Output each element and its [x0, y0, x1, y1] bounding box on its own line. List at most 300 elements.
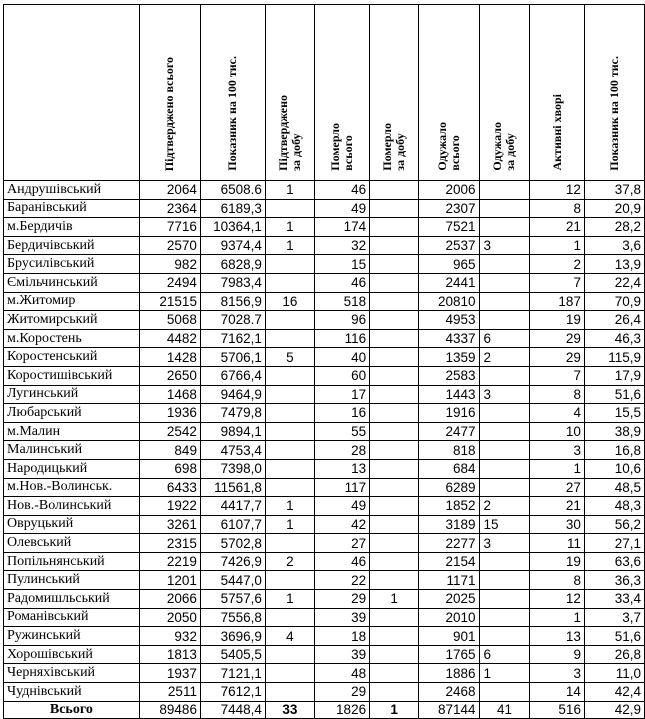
deaths-total: 22: [314, 571, 369, 590]
confirmed-total: 982: [139, 255, 200, 274]
confirmed-daily: [265, 664, 314, 683]
table-row: [4, 366, 645, 385]
confirmed-total: 3261: [139, 515, 200, 534]
confirmed-total: 932: [139, 627, 200, 646]
deaths-total: 17: [314, 385, 369, 404]
rate-per-100k: 4753,4: [200, 441, 265, 460]
confirmed-daily: [265, 534, 314, 553]
recovered-daily: 3: [479, 534, 530, 553]
recovered-daily: [479, 441, 530, 460]
deaths-total: 29: [314, 590, 369, 609]
confirmed-daily: 1: [265, 590, 314, 609]
active-cases: 21: [530, 497, 585, 516]
deaths-daily: 1: [370, 590, 419, 609]
recovered-daily: 2: [479, 497, 530, 516]
recovered-total: 1359: [419, 348, 479, 367]
district-name: Радомишльський: [4, 590, 140, 609]
recovered-total: 2010: [419, 608, 479, 627]
table-row: [4, 478, 645, 497]
header-active-rate-per-100k: Показник на 100 тис.: [584, 5, 644, 181]
district-name: Ружинський: [4, 627, 140, 646]
confirmed-total: 21515: [139, 292, 200, 311]
deaths-total: 116: [314, 329, 369, 348]
confirmed-total: 2650: [139, 366, 200, 385]
total-active-rate: 42,9: [584, 701, 644, 718]
active-rate: 51,6: [584, 385, 644, 404]
rate-per-100k: 7426,9: [200, 552, 265, 571]
rate-per-100k: 6189,3: [200, 199, 265, 218]
deaths-daily: [370, 441, 419, 460]
total-recovered-total: 87144: [419, 701, 479, 718]
deaths-daily: [370, 552, 419, 571]
deaths-daily: [370, 645, 419, 664]
rate-per-100k: 11561,8: [200, 478, 265, 497]
deaths-total: 55: [314, 422, 369, 441]
recovered-daily: [479, 311, 530, 330]
district-name: Малинський: [4, 441, 140, 460]
recovered-daily: 3: [479, 385, 530, 404]
deaths-daily: [370, 311, 419, 330]
active-cases: 29: [530, 329, 585, 348]
active-cases: 8: [530, 571, 585, 590]
deaths-daily: [370, 459, 419, 478]
active-cases: 8: [530, 199, 585, 218]
recovered-total: 4953: [419, 311, 479, 330]
total-recovered-daily: 41: [479, 701, 530, 718]
confirmed-total: 2219: [139, 552, 200, 571]
recovered-daily: [479, 608, 530, 627]
rate-per-100k: 9894,1: [200, 422, 265, 441]
active-rate: 26,8: [584, 645, 644, 664]
deaths-total: 46: [314, 273, 369, 292]
confirmed-total: 1937: [139, 664, 200, 683]
active-rate: 46,3: [584, 329, 644, 348]
deaths-total: 96: [314, 311, 369, 330]
table-row: [4, 199, 645, 218]
confirmed-daily: [265, 422, 314, 441]
table-row: [4, 441, 645, 460]
recovered-total: 1852: [419, 497, 479, 516]
deaths-total: 46: [314, 552, 369, 571]
recovered-daily: [479, 199, 530, 218]
table-row: [4, 571, 645, 590]
active-cases: 11: [530, 534, 585, 553]
active-rate: 51,6: [584, 627, 644, 646]
active-cases: 2: [530, 255, 585, 274]
confirmed-daily: 16: [265, 292, 314, 311]
recovered-daily: 6: [479, 645, 530, 664]
active-rate: 3,7: [584, 608, 644, 627]
confirmed-total: 1936: [139, 404, 200, 423]
recovered-total: 2477: [419, 422, 479, 441]
deaths-total: 60: [314, 366, 369, 385]
deaths-daily: [370, 366, 419, 385]
active-cases: 19: [530, 552, 585, 571]
active-rate: 26,4: [584, 311, 644, 330]
deaths-total: 49: [314, 199, 369, 218]
deaths-daily: [370, 404, 419, 423]
active-rate: 33,4: [584, 590, 644, 609]
active-rate: 16,8: [584, 441, 644, 460]
district-name: м.Коростень: [4, 329, 140, 348]
total-active-cases: 516: [530, 701, 585, 718]
deaths-total: 32: [314, 236, 369, 255]
confirmed-total: 4482: [139, 329, 200, 348]
table-row: [4, 664, 645, 683]
table-row: [4, 608, 645, 627]
active-cases: 10: [530, 422, 585, 441]
deaths-daily: [370, 478, 419, 497]
deaths-total: 13: [314, 459, 369, 478]
recovered-daily: 2: [479, 348, 530, 367]
active-cases: 1: [530, 236, 585, 255]
total-row: [4, 701, 645, 718]
rate-per-100k: 7398,0: [200, 459, 265, 478]
district-name: Чуднівський: [4, 683, 140, 702]
active-rate: 22,4: [584, 273, 644, 292]
table-row: [4, 218, 645, 237]
recovered-total: 1886: [419, 664, 479, 683]
table-row: [4, 181, 645, 200]
deaths-total: 48: [314, 664, 369, 683]
recovered-total: 2277: [419, 534, 479, 553]
deaths-daily: [370, 181, 419, 200]
confirmed-daily: [265, 608, 314, 627]
deaths-total: 49: [314, 497, 369, 516]
rate-per-100k: 7121,1: [200, 664, 265, 683]
deaths-total: 46: [314, 181, 369, 200]
recovered-total: 2468: [419, 683, 479, 702]
rate-per-100k: 7612,1: [200, 683, 265, 702]
active-cases: 7: [530, 273, 585, 292]
recovered-total: 2537: [419, 236, 479, 255]
deaths-daily: [370, 385, 419, 404]
recovered-total: 4337: [419, 329, 479, 348]
deaths-total: 16: [314, 404, 369, 423]
deaths-total: 117: [314, 478, 369, 497]
confirmed-daily: [265, 645, 314, 664]
confirmed-daily: 1: [265, 236, 314, 255]
district-name: м.Малин: [4, 422, 140, 441]
deaths-total: 27: [314, 534, 369, 553]
confirmed-total: 849: [139, 441, 200, 460]
active-cases: 7: [530, 366, 585, 385]
deaths-total: 39: [314, 608, 369, 627]
rate-per-100k: 8156,9: [200, 292, 265, 311]
recovered-total: 3189: [419, 515, 479, 534]
confirmed-daily: [265, 385, 314, 404]
table-row: [4, 348, 645, 367]
active-rate: 13,9: [584, 255, 644, 274]
district-name: Андрушівський: [4, 181, 140, 200]
active-cases: 3: [530, 441, 585, 460]
active-cases: 8: [530, 385, 585, 404]
district-name: Пулинський: [4, 571, 140, 590]
rate-per-100k: 3696,9: [200, 627, 265, 646]
confirmed-total: 2364: [139, 199, 200, 218]
active-cases: 12: [530, 181, 585, 200]
confirmed-total: 1201: [139, 571, 200, 590]
district-name: м.Нов.-Волинськ.: [4, 478, 140, 497]
table-row: [4, 329, 645, 348]
confirmed-total: 698: [139, 459, 200, 478]
active-rate: 11,0: [584, 664, 644, 683]
table-row: [4, 590, 645, 609]
confirmed-total: 6433: [139, 478, 200, 497]
table-row: [4, 404, 645, 423]
district-name: Коростишівський: [4, 366, 140, 385]
table-row: [4, 255, 645, 274]
active-rate: 63,6: [584, 552, 644, 571]
deaths-total: 174: [314, 218, 369, 237]
district-name: Олевський: [4, 534, 140, 553]
rate-per-100k: 5702,8: [200, 534, 265, 553]
rate-per-100k: 7983,4: [200, 273, 265, 292]
table-row: [4, 311, 645, 330]
deaths-total: 29: [314, 683, 369, 702]
recovered-daily: 6: [479, 329, 530, 348]
confirmed-daily: [265, 366, 314, 385]
header-confirmed-daily: Підтверджено за добу: [265, 5, 314, 181]
active-cases: 29: [530, 348, 585, 367]
recovered-total: 901: [419, 627, 479, 646]
active-cases: 12: [530, 590, 585, 609]
district-name: Черняхівський: [4, 664, 140, 683]
active-rate: 17,9: [584, 366, 644, 385]
district-name: Хорошівський: [4, 645, 140, 664]
confirmed-daily: 1: [265, 497, 314, 516]
confirmed-daily: [265, 683, 314, 702]
active-cases: 27: [530, 478, 585, 497]
recovered-daily: [479, 683, 530, 702]
total-confirmed-daily: 33: [265, 701, 314, 718]
confirmed-total: 5068: [139, 311, 200, 330]
deaths-daily: [370, 292, 419, 311]
deaths-total: 28: [314, 441, 369, 460]
confirmed-daily: 1: [265, 515, 314, 534]
rate-per-100k: 7479,8: [200, 404, 265, 423]
recovered-total: 1443: [419, 385, 479, 404]
confirmed-total: 2494: [139, 273, 200, 292]
recovered-daily: [479, 590, 530, 609]
active-rate: 48,5: [584, 478, 644, 497]
header-row: [4, 5, 645, 181]
deaths-total: 18: [314, 627, 369, 646]
total-deaths-total: 1826: [314, 701, 369, 718]
active-cases: 187: [530, 292, 585, 311]
active-rate: 28,2: [584, 218, 644, 237]
recovered-total: 2583: [419, 366, 479, 385]
deaths-daily: [370, 273, 419, 292]
district-name: Народицький: [4, 459, 140, 478]
deaths-total: 15: [314, 255, 369, 274]
recovered-daily: [479, 571, 530, 590]
rate-per-100k: 5706,1: [200, 348, 265, 367]
rate-per-100k: 5447,0: [200, 571, 265, 590]
table-row: [4, 552, 645, 571]
deaths-daily: [370, 515, 419, 534]
deaths-daily: [370, 218, 419, 237]
confirmed-daily: [265, 478, 314, 497]
confirmed-daily: 1: [265, 218, 314, 237]
active-cases: 13: [530, 627, 585, 646]
confirmed-total: 1813: [139, 645, 200, 664]
deaths-daily: [370, 627, 419, 646]
district-name: Ємільчинський: [4, 273, 140, 292]
confirmed-total: 2511: [139, 683, 200, 702]
recovered-daily: [479, 181, 530, 200]
active-rate: 10,6: [584, 459, 644, 478]
recovered-daily: [479, 273, 530, 292]
recovered-total: 684: [419, 459, 479, 478]
confirmed-total: 2066: [139, 590, 200, 609]
recovered-total: 965: [419, 255, 479, 274]
active-cases: 19: [530, 311, 585, 330]
table-row: [4, 422, 645, 441]
deaths-daily: [370, 534, 419, 553]
rate-per-100k: 10364,1: [200, 218, 265, 237]
active-rate: 38,9: [584, 422, 644, 441]
recovered-daily: [479, 627, 530, 646]
active-cases: 1: [530, 608, 585, 627]
rate-per-100k: 6828,9: [200, 255, 265, 274]
table-row: [4, 645, 645, 664]
header-rate-per-100k: Показник на 100 тис.: [200, 5, 265, 181]
active-rate: 27,1: [584, 534, 644, 553]
recovered-total: 20810: [419, 292, 479, 311]
rate-per-100k: 7556,8: [200, 608, 265, 627]
active-rate: 37,8: [584, 181, 644, 200]
recovered-daily: 3: [479, 236, 530, 255]
header-deaths-total: Померло всього: [314, 5, 369, 181]
deaths-total: 42: [314, 515, 369, 534]
recovered-daily: [479, 404, 530, 423]
active-cases: 30: [530, 515, 585, 534]
deaths-daily: [370, 497, 419, 516]
recovered-total: 2006: [419, 181, 479, 200]
district-name: м.Бердичів: [4, 218, 140, 237]
active-cases: 3: [530, 664, 585, 683]
header-active-cases: Активні хворі: [530, 5, 585, 181]
rate-per-100k: 9464,9: [200, 385, 265, 404]
deaths-daily: [370, 608, 419, 627]
rate-per-100k: 5757,6: [200, 590, 265, 609]
active-rate: 70,9: [584, 292, 644, 311]
recovered-daily: [479, 292, 530, 311]
district-name: Брусилівський: [4, 255, 140, 274]
recovered-daily: [479, 552, 530, 571]
confirmed-daily: 4: [265, 627, 314, 646]
active-cases: 14: [530, 683, 585, 702]
active-rate: 115,9: [584, 348, 644, 367]
total-confirmed-total: 89486: [139, 701, 200, 718]
table-row: [4, 683, 645, 702]
confirmed-total: 2064: [139, 181, 200, 200]
deaths-daily: [370, 329, 419, 348]
rate-per-100k: 5405,5: [200, 645, 265, 664]
confirmed-total: 1428: [139, 348, 200, 367]
active-rate: 36,3: [584, 571, 644, 590]
deaths-daily: [370, 664, 419, 683]
table-row: [4, 627, 645, 646]
confirmed-daily: 5: [265, 348, 314, 367]
active-rate: 3,6: [584, 236, 644, 255]
district-name: Житомирський: [4, 311, 140, 330]
confirmed-daily: [265, 571, 314, 590]
confirmed-total: 1922: [139, 497, 200, 516]
district-name: Нов.-Волинський: [4, 497, 140, 516]
district-name: м.Житомир: [4, 292, 140, 311]
header-deaths-daily: Померло за добу: [370, 5, 419, 181]
confirmed-daily: 1: [265, 181, 314, 200]
recovered-total: 2025: [419, 590, 479, 609]
district-name: Коростенський: [4, 348, 140, 367]
table-row: [4, 385, 645, 404]
recovered-total: 2307: [419, 199, 479, 218]
confirmed-total: 2050: [139, 608, 200, 627]
rate-per-100k: 7028.7: [200, 311, 265, 330]
header-recovered-daily: Одужало за добу: [479, 5, 530, 181]
district-name: Попільнянський: [4, 552, 140, 571]
table-row: [4, 459, 645, 478]
recovered-daily: 15: [479, 515, 530, 534]
district-name: Овруцький: [4, 515, 140, 534]
district-name: Бердичівський: [4, 236, 140, 255]
table-row: [4, 292, 645, 311]
active-cases: 9: [530, 645, 585, 664]
confirmed-daily: [265, 273, 314, 292]
active-rate: 56,2: [584, 515, 644, 534]
recovered-daily: [479, 459, 530, 478]
active-rate: 42,4: [584, 683, 644, 702]
district-name: Баранівський: [4, 199, 140, 218]
district-name: Романівський: [4, 608, 140, 627]
recovered-daily: [479, 478, 530, 497]
table-row: [4, 515, 645, 534]
table-row: [4, 497, 645, 516]
confirmed-daily: 2: [265, 552, 314, 571]
header-district: [4, 5, 140, 181]
covid-statistics-table: [3, 4, 645, 719]
rate-per-100k: 6508.6: [200, 181, 265, 200]
confirmed-daily: [265, 199, 314, 218]
confirmed-daily: [265, 459, 314, 478]
recovered-total: 1916: [419, 404, 479, 423]
confirmed-total: 2542: [139, 422, 200, 441]
rate-per-100k: 9374,4: [200, 236, 265, 255]
confirmed-daily: [265, 255, 314, 274]
confirmed-total: 1468: [139, 385, 200, 404]
rate-per-100k: 4417,7: [200, 497, 265, 516]
confirmed-total: 2570: [139, 236, 200, 255]
recovered-total: 7521: [419, 218, 479, 237]
recovered-total: 1765: [419, 645, 479, 664]
active-cases: 4: [530, 404, 585, 423]
header-recovered-total: Одужало всього: [419, 5, 479, 181]
recovered-daily: [479, 366, 530, 385]
deaths-total: 40: [314, 348, 369, 367]
deaths-daily: [370, 255, 419, 274]
deaths-daily: [370, 683, 419, 702]
rate-per-100k: 6766,4: [200, 366, 265, 385]
active-rate: 48,3: [584, 497, 644, 516]
recovered-total: 6289: [419, 478, 479, 497]
active-cases: 21: [530, 218, 585, 237]
recovered-total: 1171: [419, 571, 479, 590]
confirmed-daily: [265, 404, 314, 423]
confirmed-daily: [265, 311, 314, 330]
recovered-daily: [479, 218, 530, 237]
